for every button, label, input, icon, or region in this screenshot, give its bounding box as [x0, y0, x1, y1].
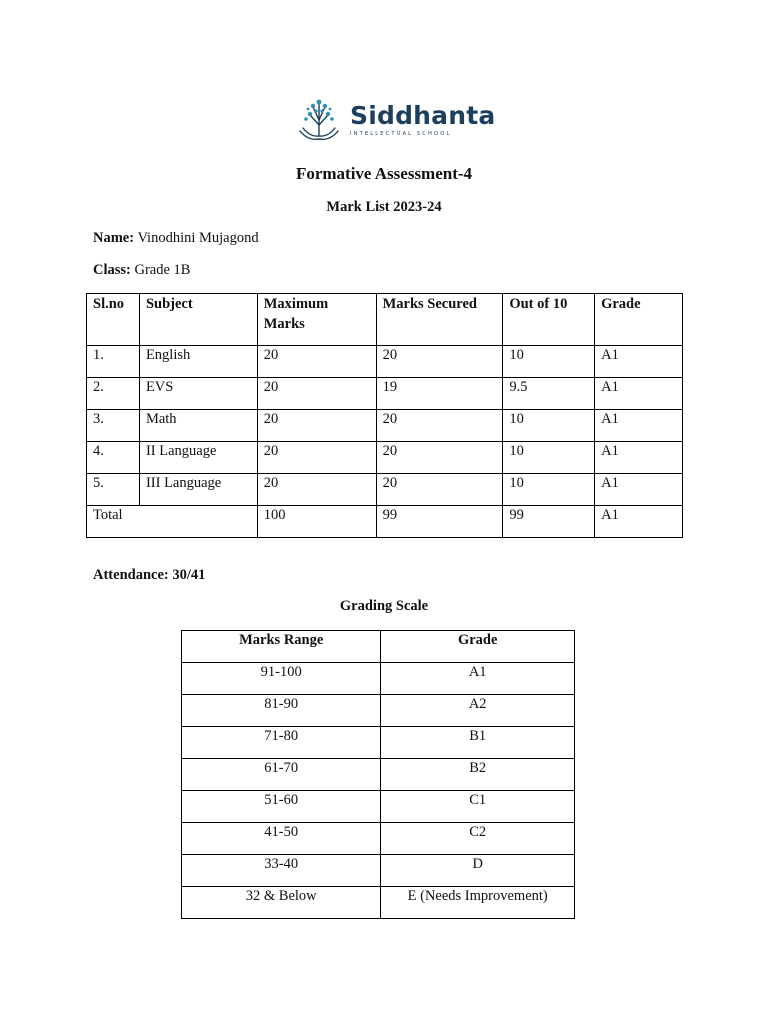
- cell-grade: A1: [595, 410, 683, 442]
- cell-max: 20: [257, 378, 376, 410]
- cell-slno: 5.: [87, 474, 140, 506]
- cell-grade: D: [381, 855, 575, 887]
- cell-grade: A1: [595, 474, 683, 506]
- header-maximum-marks: Maximum Marks: [257, 294, 376, 346]
- cell-slno: 4.: [87, 442, 140, 474]
- cell-grade: A1: [381, 663, 575, 695]
- cell-range: 51-60: [182, 791, 381, 823]
- cell-range: 41-50: [182, 823, 381, 855]
- total-grade: A1: [595, 506, 683, 538]
- header-marks-range: Marks Range: [182, 631, 381, 663]
- table-row: [87, 474, 683, 506]
- cell-grade: A1: [595, 346, 683, 378]
- cell-grade: E (Needs Improvement): [381, 887, 575, 919]
- document-title: Formative Assessment-4: [295, 164, 473, 183]
- cell-grade: B2: [381, 759, 575, 791]
- cell-subject: II Language: [139, 442, 257, 474]
- grading-scale-table: [181, 630, 575, 919]
- document-subtitle: Mark List 2023-24: [326, 199, 442, 215]
- header-slno: Sl.no: [87, 294, 140, 346]
- cell-range: 33-40: [182, 855, 381, 887]
- cell-grade: C1: [381, 791, 575, 823]
- cell-grade: B1: [381, 727, 575, 759]
- marks-table-header: [87, 294, 683, 346]
- cell-out-of-10: 10: [503, 346, 595, 378]
- tree-hands-icon: [294, 95, 344, 145]
- header-grade: Grade: [381, 631, 575, 663]
- cell-slno: 2.: [87, 378, 140, 410]
- grading-scale-header: [182, 631, 575, 663]
- cell-max: 20: [257, 442, 376, 474]
- table-row: [182, 695, 575, 727]
- total-max: 100: [257, 506, 376, 538]
- cell-secured: 20: [376, 410, 503, 442]
- cell-max: 20: [257, 410, 376, 442]
- table-row: [182, 759, 575, 791]
- cell-subject: Math: [139, 410, 257, 442]
- cell-subject: EVS: [139, 378, 257, 410]
- cell-grade: C2: [381, 823, 575, 855]
- table-row: [182, 727, 575, 759]
- cell-max: 20: [257, 346, 376, 378]
- cell-range: 91-100: [182, 663, 381, 695]
- student-class: Grade 1B: [134, 262, 191, 278]
- header-out-of-10: Out of 10: [503, 294, 595, 346]
- total-out-of-10: 99: [503, 506, 595, 538]
- table-row: [182, 663, 575, 695]
- school-logo: [294, 92, 496, 148]
- logo-subtitle: INTELLECTUAL SCHOOL: [350, 131, 452, 137]
- grading-scale-title: Grading Scale: [339, 598, 429, 614]
- header-marks-secured: Marks Secured: [376, 294, 503, 346]
- cell-subject: English: [139, 346, 257, 378]
- cell-secured: 19: [376, 378, 503, 410]
- total-row: [87, 506, 683, 538]
- cell-range: 81-90: [182, 695, 381, 727]
- cell-secured: 20: [376, 474, 503, 506]
- cell-max: 20: [257, 474, 376, 506]
- cell-slno: 3.: [87, 410, 140, 442]
- cell-grade: A1: [595, 442, 683, 474]
- table-row: [87, 410, 683, 442]
- cell-grade: A2: [381, 695, 575, 727]
- student-name: Vinodhini Mujagond: [137, 230, 259, 246]
- student-class-field: [93, 262, 190, 279]
- cell-out-of-10: 9.5: [503, 378, 595, 410]
- cell-secured: 20: [376, 346, 503, 378]
- cell-out-of-10: 10: [503, 410, 595, 442]
- cell-range: 71-80: [182, 727, 381, 759]
- cell-secured: 20: [376, 442, 503, 474]
- table-row: [87, 378, 683, 410]
- marks-table: [86, 293, 683, 538]
- table-row: [182, 823, 575, 855]
- cell-grade: A1: [595, 378, 683, 410]
- table-row: [87, 442, 683, 474]
- cell-slno: 1.: [87, 346, 140, 378]
- cell-out-of-10: 10: [503, 442, 595, 474]
- cell-out-of-10: 10: [503, 474, 595, 506]
- total-label: Total: [87, 506, 258, 538]
- class-label: Class:: [93, 262, 131, 278]
- table-row: [182, 791, 575, 823]
- student-name-field: [93, 230, 259, 247]
- cell-subject: III Language: [139, 474, 257, 506]
- logo-wordmark: Siddhanta: [350, 101, 496, 130]
- cell-range: 61-70: [182, 759, 381, 791]
- header-grade: Grade: [595, 294, 683, 346]
- table-row: [182, 887, 575, 919]
- total-secured: 99: [376, 506, 503, 538]
- name-label: Name:: [93, 230, 135, 246]
- attendance: Attendance: 30/41: [93, 567, 206, 583]
- table-row: [87, 346, 683, 378]
- table-row: [182, 855, 575, 887]
- header-subject: Subject: [139, 294, 257, 346]
- cell-range: 32 & Below: [182, 887, 381, 919]
